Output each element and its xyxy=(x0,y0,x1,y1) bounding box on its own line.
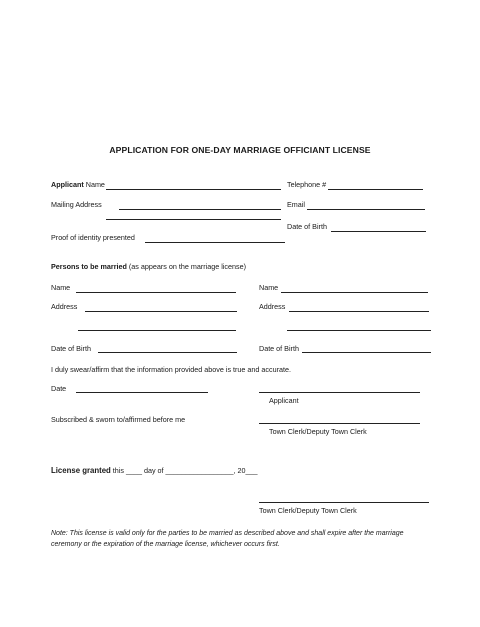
mailing-address-line2-field[interactable] xyxy=(106,210,281,219)
applicant-dob-underline xyxy=(331,231,426,232)
license-granted-bold: License granted xyxy=(51,466,111,475)
person2-name-label: Name xyxy=(259,283,279,292)
applicant-dob-field[interactable] xyxy=(331,222,426,231)
person2-address-line2-field[interactable] xyxy=(287,321,431,330)
telephone-label: Telephone # xyxy=(287,180,327,189)
person1-address-field[interactable] xyxy=(85,302,237,311)
oath-date-underline xyxy=(76,392,208,393)
clerk-signature-line xyxy=(259,423,420,424)
applicant-bold-label: Applicant xyxy=(51,180,84,189)
oath-date-label: Date xyxy=(51,384,67,393)
oath-date-field[interactable] xyxy=(76,383,208,392)
proof-of-identity-field[interactable] xyxy=(145,233,285,242)
license-granted-line xyxy=(51,467,257,475)
applicant-dob-label: Date of Birth xyxy=(287,222,327,231)
telephone-field[interactable] xyxy=(328,180,423,189)
person1-dob-underline xyxy=(98,352,237,353)
license-granted-date-text: this ____ day of _________________, 20___ xyxy=(110,466,258,475)
person1-name-label: Name xyxy=(51,283,71,292)
applicant-name-underline xyxy=(106,189,281,190)
license-clerk-signature-label: Town Clerk/Deputy Town Clerk xyxy=(259,506,357,515)
person1-address-line2-field[interactable] xyxy=(78,321,236,330)
person2-dob-field[interactable] xyxy=(302,343,431,352)
applicant-signature-field[interactable] xyxy=(259,383,420,392)
person1-name-underline xyxy=(76,292,236,293)
applicant-name-field[interactable] xyxy=(106,180,281,189)
persons-heading-bold: Persons to be married xyxy=(51,262,127,271)
person1-address-underline xyxy=(85,311,237,312)
person2-name-underline xyxy=(281,292,428,293)
clerk-signature-label: Town Clerk/Deputy Town Clerk xyxy=(269,427,367,436)
license-clerk-signature-field[interactable] xyxy=(259,493,429,502)
persons-heading xyxy=(51,263,246,270)
person1-dob-label: Date of Birth xyxy=(51,344,91,353)
subscribed-sworn-label: Subscribed & sworn to/affirmed before me xyxy=(51,415,186,424)
applicant-signature-line xyxy=(259,392,420,393)
license-clerk-signature-line xyxy=(259,502,429,503)
person2-name-field[interactable] xyxy=(281,283,428,292)
mailing-address-field[interactable] xyxy=(119,200,281,209)
validity-note: Note: This license is valid only for the parties to be married as described above and shall expire after the marriage ceremony or the expiration of the marriage license, whichever occurs first. xyxy=(51,530,404,548)
email-label: Email xyxy=(287,200,305,209)
applicant-name-label xyxy=(51,181,105,188)
page-title: APPLICATION FOR ONE-DAY MARRIAGE OFFICIANT LICENSE xyxy=(109,145,371,155)
proof-of-identity-underline xyxy=(145,242,285,243)
clerk-signature-field[interactable] xyxy=(259,414,420,423)
mailing-address-label: Mailing Address xyxy=(51,200,102,209)
person1-dob-field[interactable] xyxy=(98,343,237,352)
persons-heading-note: (as appears on the marriage license) xyxy=(126,262,246,271)
person2-address-underline xyxy=(289,311,429,312)
person1-address-label: Address xyxy=(51,302,78,311)
proof-of-identity-label: Proof of identity presented xyxy=(51,233,135,242)
name-label: Name xyxy=(85,180,105,189)
applicant-signature-label: Applicant xyxy=(269,396,299,405)
oath-statement: I duly swear/affirm that the information provided above is true and accurate. xyxy=(51,365,291,374)
person2-address-label: Address xyxy=(259,302,286,311)
email-underline xyxy=(307,209,425,210)
email-field[interactable] xyxy=(307,200,425,209)
person2-address-field[interactable] xyxy=(289,302,429,311)
person1-name-field[interactable] xyxy=(76,283,236,292)
telephone-underline xyxy=(328,189,423,190)
person2-dob-label: Date of Birth xyxy=(259,344,299,353)
person2-address-line2-underline xyxy=(287,330,431,331)
mailing-address-line2-underline xyxy=(106,219,281,220)
person2-dob-underline xyxy=(302,352,431,353)
person1-address-line2-underline xyxy=(78,330,236,331)
